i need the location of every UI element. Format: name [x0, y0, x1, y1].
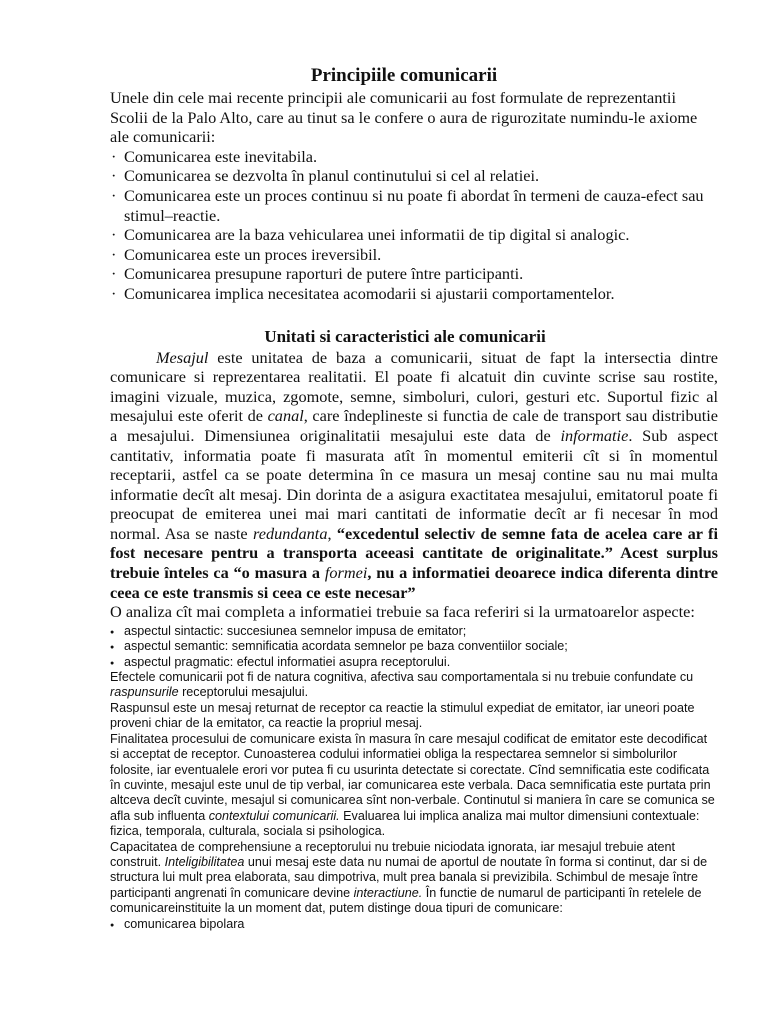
- term-raspunsurile: raspunsurile: [110, 685, 179, 700]
- list-item: ● comunicarea bipolara: [110, 917, 718, 932]
- list-item: ● aspectul pragmatic: efectul informatiei asupra receptorului.: [110, 655, 718, 670]
- list-item: ● aspectul sintactic: succesiunea semnelor impusa de emitator;: [110, 624, 718, 639]
- text-run: Finalitatea procesului de comunicare exista în masura în care mesajul codificat de emitator este decodificat si acceptat de receptor. Cunoasterea codului informatiei obliga la respectarea semnelor si simbolurilor folosite, iar eventualele erori vor putea fi cu usurinta detectate si corectate. Cînd semnificatia este codificata în cuvinte, mesajul este unul de tip verbal, iar comunicarea este verbala. Daca semnificatia este purtata prin altceva decît cuvinte, mesajul si comunicarea sînt non-verbale. Continutul si maniera în care se comunica se afla sub influenta: [110, 731, 715, 823]
- axiom-list: [110, 147, 718, 304]
- list-item: ● aspectul semantic: semnificatia acordata semnelor pe baza conventiilor sociale;: [110, 639, 718, 654]
- text-run: Efectele comunicarii pot fi de natura cognitiva, afectiva sau comportamentala si nu trebuie confundate cu: [110, 670, 694, 685]
- text-run: ,: [327, 523, 337, 543]
- comprehension-paragraph: [110, 840, 718, 917]
- analysis-paragraph: O analiza cît mai completa a informatiei trebuie sa faca referiri si la urmatoarelor aspecte:: [110, 602, 695, 622]
- intro-paragraph: Unele din cele mai recente principii ale comunicarii au fost formulate de reprezentantii Scolii de la Palo Alto, care au tinut sa le confere o aura de rigurozitate numindu-le axiome ale comunicarii:: [110, 88, 698, 147]
- list-item: · Comunicarea presupune raporturi de putere între participanti.: [110, 264, 718, 284]
- term-context: contextului comunicarii.: [208, 808, 340, 823]
- text-run: este unitatea de baza a comunicarii, situat de fapt la intersectia dintre comunicare si reprezentarea realitatii. El poate fi alcatuit din cuvinte scrise sau rostite, imagini vizuale, muzica, zgomote, semne, simboluri, culori, gesturi etc. Suportul fizic al mesajului este oferit de: [110, 347, 718, 426]
- list-item: · Comunicarea este un proces continuu si nu poate fi abordat în termeni de cauza-efect sau stimul–reactie.: [110, 186, 718, 225]
- term-inteligibilitatea: Inteligibilitatea: [164, 854, 245, 869]
- term-mesajul: Mesajul: [156, 347, 209, 367]
- text-run: În functie de numarul de participanti în retelele de comunicareinstituite la un moment dat, putem distinge doua tipuri de comunicare:: [110, 885, 702, 916]
- effects-paragraph: [110, 670, 718, 701]
- aspect-list: [110, 624, 718, 670]
- term-redundanta: redundanta: [253, 523, 328, 543]
- list-item: · Comunicarea implica necesitatea acomodarii si ajustarii comportamentelor.: [110, 284, 718, 304]
- section-title: Unitati si caracteristici ale comunicarii: [264, 326, 546, 346]
- list-item: · Comunicarea este inevitabila.: [110, 147, 718, 167]
- text-run: receptorului mesajului.: [178, 685, 309, 700]
- term-canal: canal: [267, 406, 304, 426]
- term-formei: formei: [324, 563, 368, 583]
- list-item: · Comunicarea se dezvolta în planul continutului si cel al relatiei.: [110, 166, 718, 186]
- communication-types-list: [110, 917, 718, 932]
- text-run: Evaluarea lui implica analiza mai multor dimensiuni contextuale: fizica, temporala, culturala, sociala si psihologica.: [110, 808, 700, 839]
- list-item: · Comunicarea este un proces ireversibil.: [110, 245, 718, 265]
- response-paragraph: Raspunsul este un mesaj returnat de receptor ca reactie la stimulul expediat de emitator, iar uneori poate proveni chiar de la emitator, ca reactie la propriul mesaj.: [110, 700, 695, 731]
- quote-run: , nu a informatiei deoarece indica diferenta dintre ceea ce este transmis si ceea ce este necesar”: [110, 563, 718, 602]
- text-run: unui mesaj este data nu numai de aportul de noutate în forma si continut, dar si de structura lui mult prea elaborata, sau dimpotriva, mult prea banala si previzibila. Schimbul de mesaje între participanti angrenati în comunicare devine: [110, 854, 708, 900]
- text-run: . Sub aspect cantitativ, informatia poate fi masurata atît în momentul emiterii cît si în momentul receptarii, astfel ca se poate determina în ce masura un mesaj contine sau nu mai multa informatie decît alt mesaj. Din dorinta de a asigura exactitatea mesajului, emitatorul poate fi preocupat de emiterea unei mai mari cantitati de informatie decît ar fi necesar în mod normal. Asa se naste: [110, 425, 718, 543]
- finality-paragraph: [110, 732, 718, 840]
- term-informatie: informatie: [560, 425, 629, 445]
- term-interactiune: interactiune.: [353, 885, 423, 900]
- page-title: Principiile comunicarii: [310, 65, 498, 86]
- text-run: , care îndeplineste si functia de cale de transport sau distributie a mesajului. Dimensiunea originalitatii mesajului este data de: [110, 406, 718, 445]
- text-run: Capacitatea de comprehensiune a receptorului nu trebuie niciodata ignorata, iar mesajul trebuie atent construit.: [110, 839, 675, 869]
- quote-run: “excedentul selectiv de semne fata de acelea care ar fi fost necesare pentru a transporta aceeasi cantitate de originalitate.” Acest surplus trebuie înteles ca “o masura a: [110, 523, 719, 583]
- message-paragraph: [110, 348, 718, 603]
- list-item: · Comunicarea are la baza vehicularea unei informatii de tip digital si analogic.: [110, 225, 718, 245]
